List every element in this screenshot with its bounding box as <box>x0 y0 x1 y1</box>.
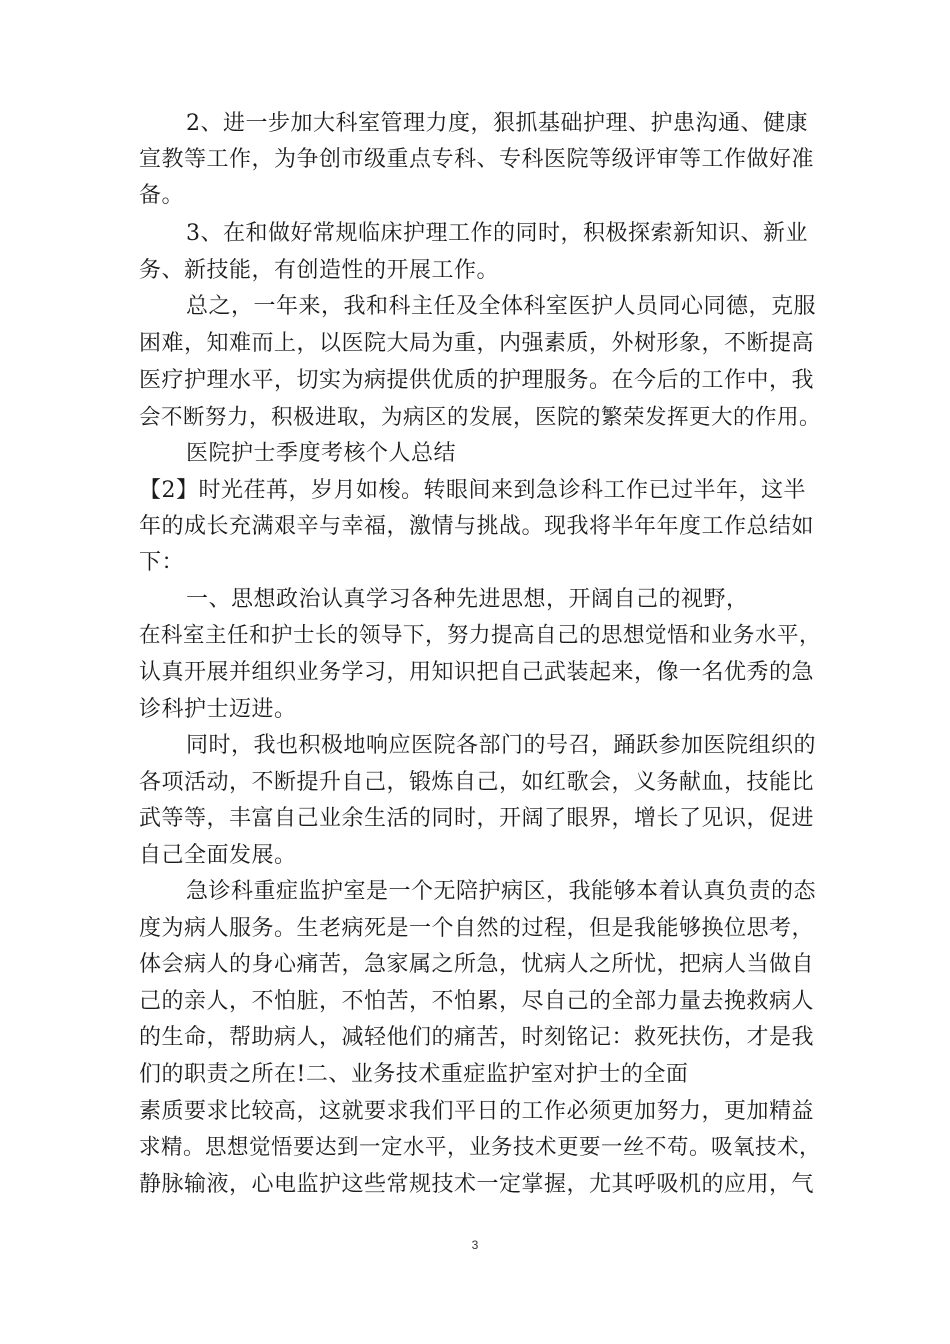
text-line: 务、新技能，有创造性的开展工作。 <box>139 258 500 283</box>
text-line: 3、在和做好常规临床护理工作的同时，积极探索新知识、新业 <box>186 221 808 246</box>
text-line: 医疗护理水平，切实为病提供优质的护理服务。在今后的工作中，我 <box>139 368 815 393</box>
text-line: 下： <box>139 550 185 575</box>
text-line: 急诊科重症监护室是一个无陪护病区，我能够本着认真负责的态 <box>186 879 817 904</box>
text-line: 静脉输液，心电监护这些常规技术一定掌握，尤其呼吸机的应用，气 <box>139 1172 815 1197</box>
text-line: 认真开展并组织业务学习，用知识把自己武装起来，像一名优秀的急 <box>139 660 815 685</box>
text-line: 备。 <box>139 183 185 208</box>
text-line: 诊科护士迈进。 <box>139 697 297 722</box>
text-line: 【2】时光荏苒，岁月如梭。转眼间来到急诊科工作已过半年，这半 <box>139 478 806 503</box>
text-line: 会不断努力，积极进取，为病区的发展，医院的繁荣发挥更大的作用。 <box>139 405 822 430</box>
text-line: 的生命，帮助病人，减轻他们的痛苦，时刻铭记：救死扶伤，才是我 <box>139 1025 815 1050</box>
text-line: 在科室主任和护士长的领导下，努力提高自己的思想觉悟和业务水平， <box>139 623 822 648</box>
text-line: 一、思想政治认真学习各种先进思想，开阔自己的视野， <box>186 587 749 612</box>
text-line: 们的职责之所在!二、业务技术重症监护室对护士的全面 <box>139 1062 689 1087</box>
text-line: 同时，我也积极地响应医院各部门的号召，踊跃参加医院组织的 <box>186 733 817 758</box>
text-line: 自己全面发展。 <box>139 843 297 868</box>
text-line: 各项活动，不断提升自己，锻炼自己，如红歌会，义务献血，技能比 <box>139 770 815 795</box>
text-line: 己的亲人，不怕脏，不怕苦，不怕累，尽自己的全部力量去挽救病人 <box>139 989 815 1014</box>
section-title: 医院护士季度考核个人总结 <box>186 441 457 466</box>
text-line: 体会病人的身心痛苦，急家属之所急，忧病人之所忧，把病人当做自 <box>139 952 815 977</box>
page-number: 3 <box>471 1238 479 1252</box>
text-line: 度为病人服务。生老病死是一个自然的过程，但是我能够换位思考， <box>139 916 815 941</box>
text-line: 2、进一步加大科室管理力度，狠抓基础护理、护患沟通、健康 <box>186 111 808 136</box>
text-line: 求精。思想觉悟要达到一定水平，业务技术更要一丝不苟。吸氧技术， <box>139 1135 822 1160</box>
text-line: 武等等，丰富自己业余生活的同时，开阔了眼界，增长了见识，促进 <box>139 806 815 831</box>
text-line: 宣教等工作，为争创市级重点专科、专科医院等级评审等工作做好准 <box>139 147 815 172</box>
text-line: 困难，知难而上，以医院大局为重，内强素质，外树形象，不断提高 <box>139 331 815 356</box>
text-line: 总之，一年来，我和科主任及全体科室医护人员同心同德，克服 <box>186 294 817 319</box>
text-line: 年的成长充满艰辛与幸福，激情与挑战。现我将半年年度工作总结如 <box>139 514 815 539</box>
text-line: 素质要求比较高，这就要求我们平日的工作必须更加努力，更加精益 <box>139 1099 815 1124</box>
